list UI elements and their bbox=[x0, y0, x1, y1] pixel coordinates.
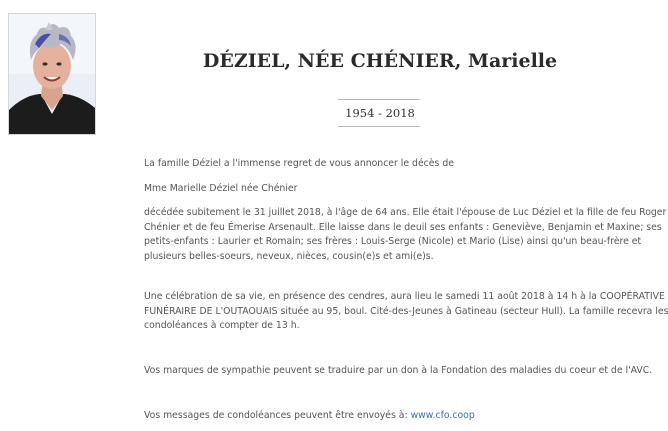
intro-paragraph: La famille Déziel a l'immense regret de vous annoncer le décès de bbox=[144, 158, 454, 169]
sympathy-paragraph: Vos marques de sympathie peuvent se traduire par un don à la Fondation des maladies du coeur et de l'AVC. bbox=[144, 365, 653, 376]
portrait-illustration bbox=[9, 14, 95, 134]
death-notice-line: Chénier et de feu Émerise Arsenault. Elle laisse dans le deuil ses enfants : Geneviève, Benjamin et Maxine; ses bbox=[144, 221, 662, 233]
celebration-line: condoléances à compter de 13 h. bbox=[144, 320, 300, 331]
celebration-line: Une célébration de sa vie, en présence des cendres, aura lieu le samedi 11 août 2018 à 14 h à la COOPÉRATIVE bbox=[144, 291, 665, 302]
fullname-paragraph: Mme Marielle Déziel née Chénier bbox=[144, 183, 298, 194]
celebration-line: FUNÉRAIRE DE L'OUTAOUAIS située au 95, boul. Cité-des-Jeunes à Gatineau (secteur Hull). La famille recevra les bbox=[144, 305, 668, 317]
death-notice-line: plusieurs belles-soeurs, neveux, nièces, cousin(e)s et ami(e)s. bbox=[144, 250, 434, 262]
condolences-paragraph bbox=[144, 409, 600, 424]
portrait-photo bbox=[8, 13, 96, 135]
years-divider-top bbox=[338, 99, 420, 100]
deceased-name-title: DÉZIEL, NÉE CHÉNIER, Marielle bbox=[202, 50, 558, 72]
death-notice-line: décédée subitement le 31 juillet 2018, à l'âge de 64 ans. Elle était l'épouse de Luc Déziel et la fille de feu Roger bbox=[144, 207, 667, 218]
years-divider-bottom bbox=[338, 126, 420, 127]
cfo-website-link[interactable]: www.cfo.coop bbox=[410, 410, 475, 421]
life-years: 1954 - 2018 bbox=[345, 106, 415, 120]
condolences-prefix: Vos messages de condoléances peuvent être envoyés à: bbox=[144, 410, 411, 421]
celebration-paragraph bbox=[144, 290, 668, 334]
death-notice-line: petits-enfants : Laurier et Romain; ses frères : Louis-Serge (Nicole) et Mario (Lise) ainsi qu'un beau-frère et bbox=[144, 236, 642, 247]
death-notice-paragraph bbox=[144, 206, 667, 264]
